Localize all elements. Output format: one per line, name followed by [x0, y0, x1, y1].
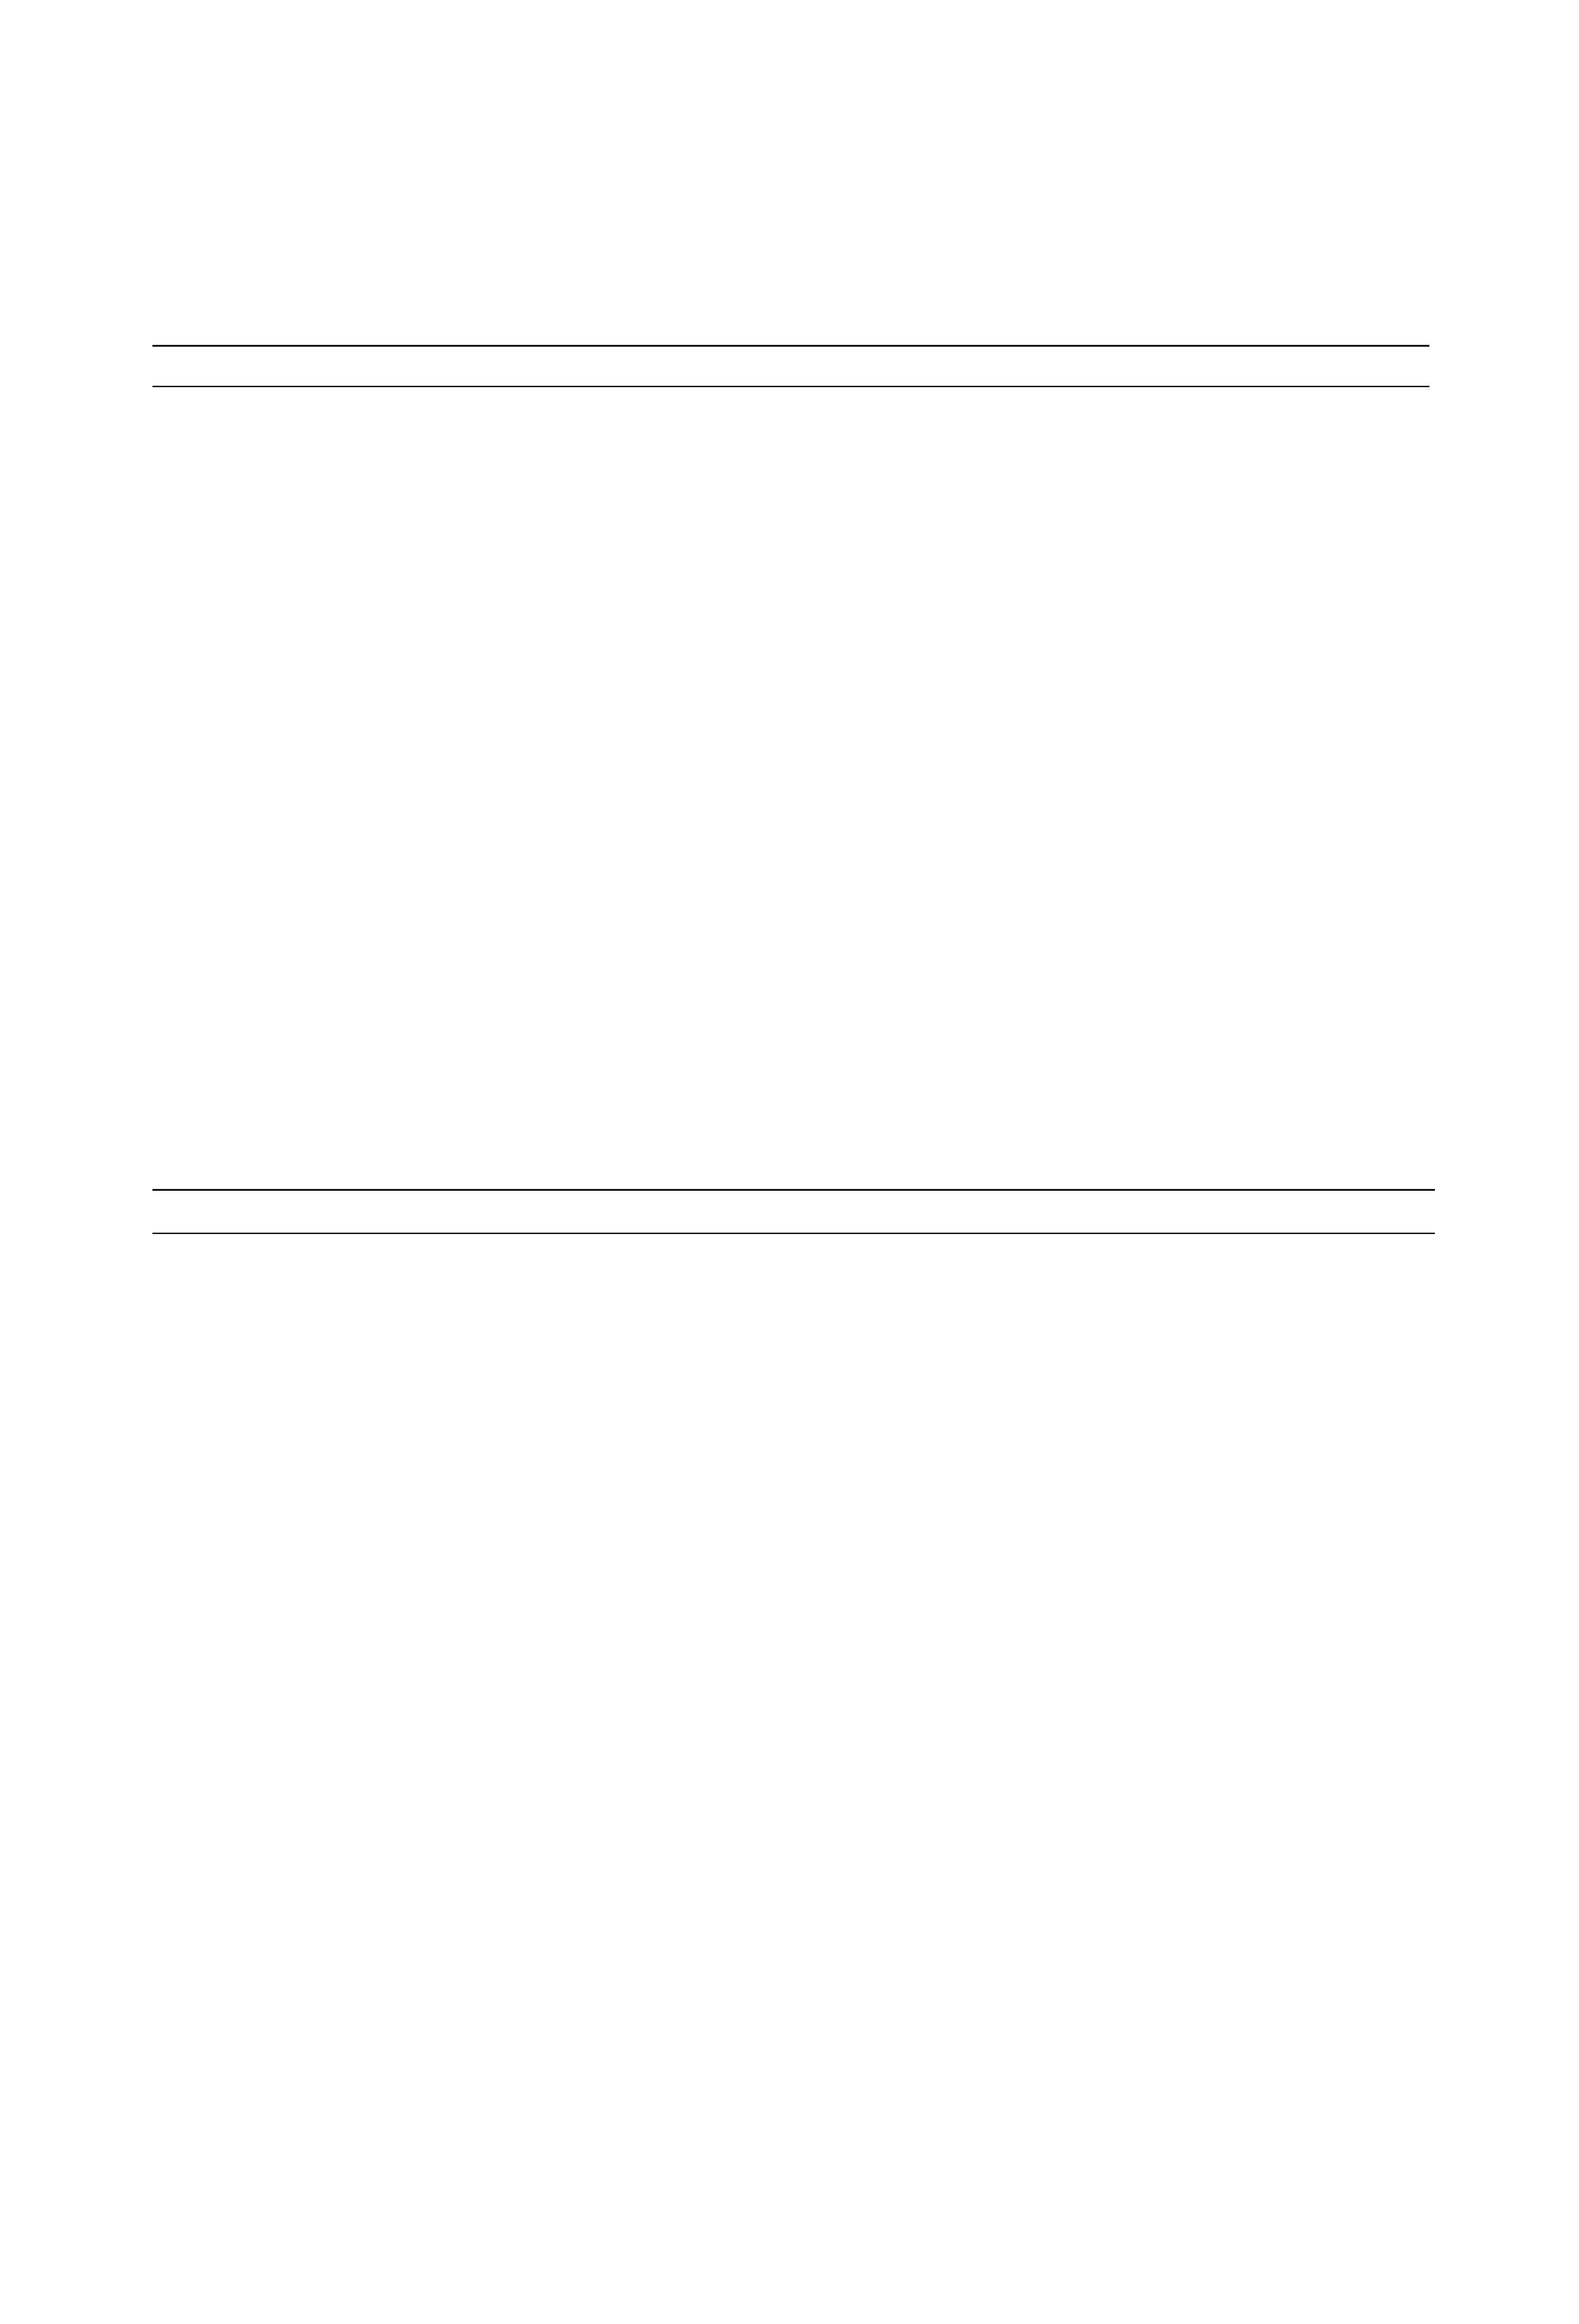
table19-top-rule — [152, 1189, 1435, 1191]
table18-top-rule — [152, 345, 1429, 347]
table18-header-rule — [152, 386, 1429, 387]
table19-header-rule — [152, 1233, 1435, 1234]
